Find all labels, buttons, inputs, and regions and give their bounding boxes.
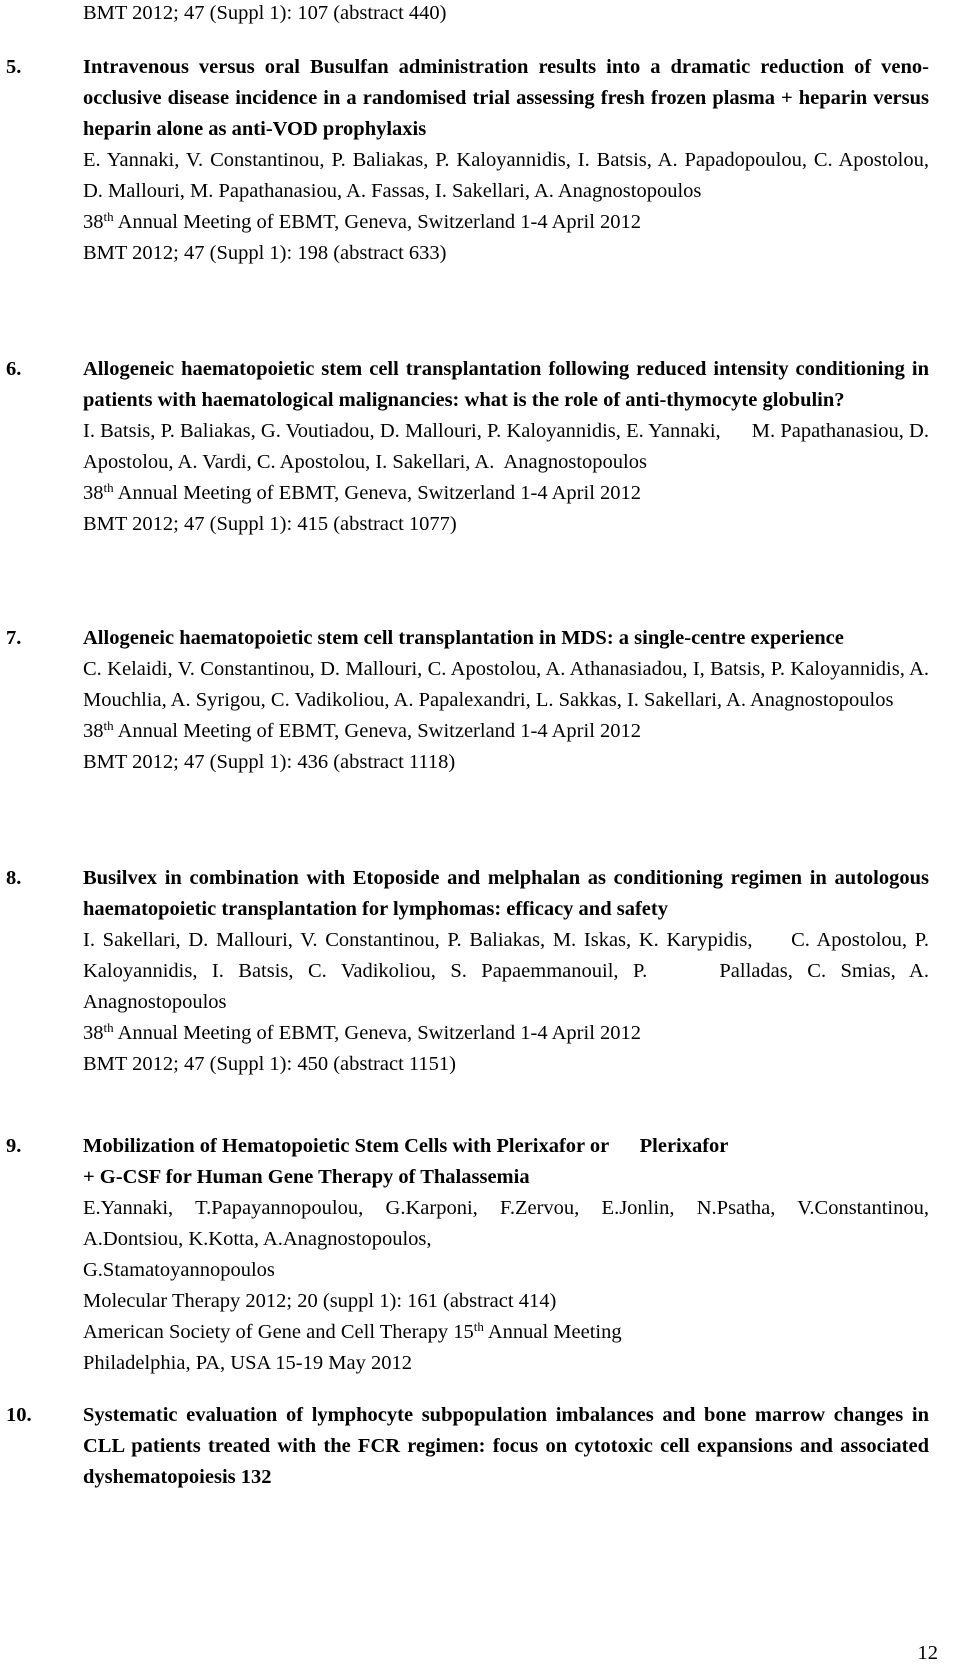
entry-number: 9. <box>6 1135 22 1157</box>
entry-title: Allogeneic haematopoietic stem cell transplantation following reduced intensity conditioning in patients with haematological malignancies: what is the role of anti-thymocyte globulin? <box>83 358 929 411</box>
entry-meeting: 38th Annual Meeting of EBMT, Geneva, Switzerland 1-4 April 2012 <box>83 718 642 742</box>
entry-citation: BMT 2012; 47 (Suppl 1): 436 (abstract 1118) <box>83 751 456 773</box>
entry-authors-continued: G.Stamatoyannopoulos <box>83 1259 275 1281</box>
entry-number: 7. <box>6 627 22 649</box>
entry-citation: BMT 2012; 47 (Suppl 1): 450 (abstract 1151) <box>83 1053 456 1075</box>
entry-title: Mobilization of Hematopoietic Stem Cells with Plerixafor or Plerixafor <box>83 1135 729 1157</box>
entry-authors: I. Sakellari, D. Mallouri, V. Constantinou, P. Baliakas, M. Iskas, K. Karypidis, C. Apostolou, P. Kaloyannidis, I. Batsis, C. Vadikoliou, S. Papaemmanouil, P. Palladas, C. Smias, A. Anagnostopoulos <box>83 929 935 1013</box>
entry-authors: E. Yannaki, V. Constantinou, P. Baliakas, P. Kaloyannidis, I. Batsis, A. Papadopoulou, C. Apostolou, D. Mallouri, M. Papathanasiou, A. Fassas, I. Sakellari, A. Anagnostopoulos <box>83 149 929 202</box>
entry-number: 6. <box>6 358 22 380</box>
reference-entry <box>0 1131 960 1379</box>
reference-entry <box>0 863 960 1080</box>
entry-number: 8. <box>6 867 22 889</box>
entry-meeting: 38th Annual Meeting of EBMT, Geneva, Switzerland 1-4 April 2012 <box>83 480 642 504</box>
page-number: 12 <box>917 1642 938 1664</box>
entry-authors: C. Kelaidi, V. Constantinou, D. Mallouri, C. Apostolou, A. Athanasiadou, I, Batsis, P. Kaloyannidis, A. Mouchlia, A. Syrigou, C. Vadikoliou, A. Papalexandri, L. Sakkas, I. Sakellari, A. Anagnostopoulos <box>83 658 929 711</box>
reference-entry <box>0 1400 960 1493</box>
entry-citation: BMT 2012; 47 (Suppl 1): 198 (abstract 633) <box>83 242 447 264</box>
entry-location: Philadelphia, PA, USA 15-19 May 2012 <box>83 1352 412 1374</box>
reference-entry <box>0 623 960 778</box>
entry-title: Busilvex in combination with Etoposide and melphalan as conditioning regimen in autologous haematopoietic transplantation for lymphomas: efficacy and safety <box>83 867 929 920</box>
entry-citation: BMT 2012; 47 (Suppl 1): 415 (abstract 1077) <box>83 513 457 535</box>
entry-authors: I. Batsis, P. Baliakas, G. Voutiadou, D. Mallouri, P. Kaloyannidis, E. Yannaki, M. Papathanasiou, D. Apostolou, A. Vardi, C. Apostolou, I. Sakellari, A. Anagnostopoulos <box>83 420 933 473</box>
reference-entry <box>0 354 960 540</box>
entry-meeting: 38th Annual Meeting of EBMT, Geneva, Switzerland 1-4 April 2012 <box>83 209 642 233</box>
entry-title-continued: + G-CSF for Human Gene Therapy of Thalassemia <box>83 1166 530 1188</box>
entry-journal: Molecular Therapy 2012; 20 (suppl 1): 161 (abstract 414) <box>83 1290 557 1312</box>
reference-entry <box>0 52 960 269</box>
entry-authors: E.Yannaki, T.Papayannopoulou, G.Karponi, F.Zervou, E.Jonlin, N.Psatha, V.Constantinou, A.Dontsiou, K.Kotta, A.Anagnostopoulos, <box>83 1197 929 1250</box>
entry-title: Intravenous versus oral Busulfan administration results into a dramatic reduction of veno-occlusive disease incidence in a randomised trial assessing fresh frozen plasma + heparin versus heparin alone as anti-VOD prophylaxis <box>83 56 929 140</box>
entry-meeting: American Society of Gene and Cell Therapy 15th Annual Meeting <box>83 1319 622 1343</box>
entry-number: 5. <box>6 56 22 78</box>
entry-title: Systematic evaluation of lymphocyte subpopulation imbalances and bone marrow changes in CLL patients treated with the FCR regimen: focus on cytotoxic cell expansions and associated dyshematopoiesis 132 <box>83 1404 929 1488</box>
entry-meeting: 38th Annual Meeting of EBMT, Geneva, Switzerland 1-4 April 2012 <box>83 1020 642 1044</box>
previous-citation: BMT 2012; 47 (Suppl 1): 107 (abstract 440) <box>83 2 447 24</box>
entry-number: 10. <box>6 1404 32 1426</box>
entry-title: Allogeneic haematopoietic stem cell transplantation in MDS: a single-centre experience <box>83 627 844 649</box>
